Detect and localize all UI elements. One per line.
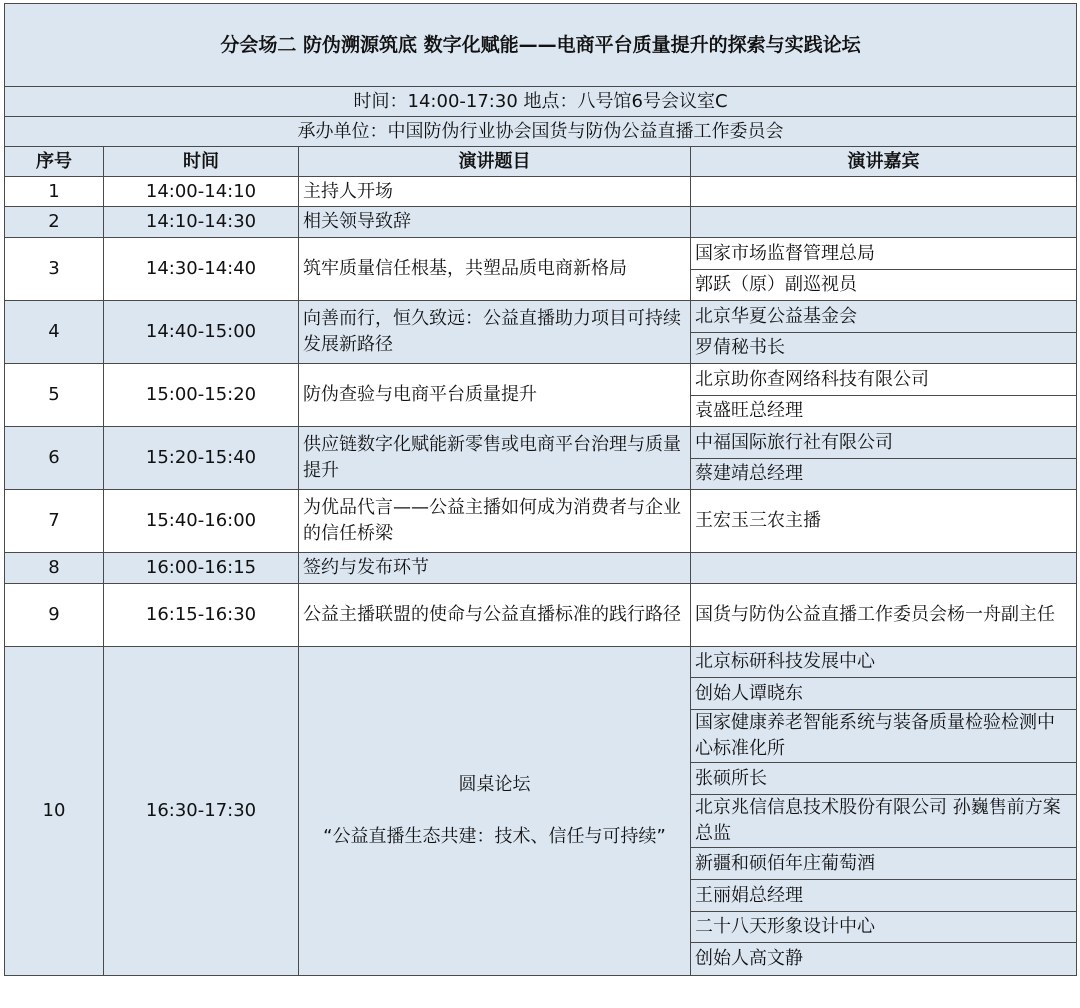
table-row (5, 553, 1077, 584)
row-speaker: 王丽娟总经理 (691, 880, 1077, 912)
row-number: 3 (5, 238, 104, 301)
row-number: 1 (5, 177, 104, 207)
row-topic: 相关领导致辞 (299, 207, 691, 238)
row-speaker: 新疆和硕佰年庄葡萄酒 (691, 848, 1077, 880)
time-place: 时间：14:00-17:30 地点：八号馆6号会议室C (5, 87, 1077, 117)
row-speaker: 国家健康养老智能系统与装备质量检验检测中心标准化所 (691, 710, 1077, 763)
table-row (5, 238, 1077, 270)
organizer: 承办单位：中国防伪行业协会国货与防伪公益直播工作委员会 (5, 117, 1077, 147)
table-row (5, 177, 1077, 207)
row-time: 15:20-15:40 (104, 427, 299, 490)
row-time: 14:30-14:40 (104, 238, 299, 301)
row-time: 15:40-16:00 (104, 490, 299, 553)
row-speaker: 郭跃（原）副巡视员 (691, 270, 1077, 301)
row-time: 14:00-14:10 (104, 177, 299, 207)
row-topic: 防伪查验与电商平台质量提升 (299, 364, 691, 427)
row-topic: 签约与发布环节 (299, 553, 691, 584)
table-row (5, 490, 1077, 553)
row-speaker: 创始人谭晓东 (691, 678, 1077, 710)
row-speaker: 中福国际旅行社有限公司 (691, 427, 1077, 459)
row-topic: 为优品代言——公益主播如何成为消费者与企业的信任桥梁 (299, 490, 691, 553)
table-row (5, 364, 1077, 396)
row-time: 14:10-14:30 (104, 207, 299, 238)
forum-title: 分会场二 防伪溯源筑底 数字化赋能——电商平台质量提升的探索与实践论坛 (5, 4, 1077, 87)
row-speaker (691, 177, 1077, 207)
row-speaker: 王宏玉三农主播 (691, 490, 1077, 553)
roundtable-subtitle: “公益直播生态共建：技术、信任与可持续” (323, 826, 666, 847)
row-speaker: 张硕所长 (691, 763, 1077, 795)
row-speaker: 北京兆信信息技术股份有限公司 孙巍售前方案总监 (691, 795, 1077, 848)
agenda-table-wrapper (4, 3, 1076, 976)
row-speaker: 北京助你查网络科技有限公司 (691, 364, 1077, 396)
row-speaker (691, 553, 1077, 584)
table-row (5, 301, 1077, 333)
agenda-table (4, 3, 1077, 976)
row-topic: 主持人开场 (299, 177, 691, 207)
header-topic: 演讲题目 (299, 147, 691, 177)
row-topic: 供应链数字化赋能新零售或电商平台治理与质量提升 (299, 427, 691, 490)
row-time: 16:30-17:30 (104, 647, 299, 976)
row-speaker: 罗倩秘书长 (691, 333, 1077, 364)
table-row (5, 647, 1077, 678)
row-speaker: 创始人高文静 (691, 943, 1077, 976)
header-time: 时间 (104, 147, 299, 177)
row-speaker: 二十八天形象设计中心 (691, 912, 1077, 943)
row-time: 16:15-16:30 (104, 584, 299, 647)
row-number: 4 (5, 301, 104, 364)
row-number: 2 (5, 207, 104, 238)
row-speaker: 袁盛旺总经理 (691, 396, 1077, 427)
row-number: 8 (5, 553, 104, 584)
row-topic (299, 647, 691, 976)
table-row (5, 427, 1077, 459)
row-number: 6 (5, 427, 104, 490)
row-time: 15:00-15:20 (104, 364, 299, 427)
row-topic: 向善而行，恒久致远：公益直播助力项目可持续发展新路径 (299, 301, 691, 364)
row-time: 16:00-16:15 (104, 553, 299, 584)
row-number: 7 (5, 490, 104, 553)
row-speaker: 国货与防伪公益直播工作委员会杨一舟副主任 (691, 584, 1077, 647)
row-number: 5 (5, 364, 104, 427)
row-number: 10 (5, 647, 104, 976)
row-topic: 筑牢质量信任根基，共塑品质电商新格局 (299, 238, 691, 301)
header-no: 序号 (5, 147, 104, 177)
row-speaker: 北京标研科技发展中心 (691, 647, 1077, 678)
row-number: 9 (5, 584, 104, 647)
agenda-rows (5, 177, 1077, 976)
row-topic: 公益主播联盟的使命与公益直播标准的践行路径 (299, 584, 691, 647)
row-time: 14:40-15:00 (104, 301, 299, 364)
row-speaker: 国家市场监督管理总局 (691, 238, 1077, 270)
row-speaker (691, 207, 1077, 238)
roundtable-title: 圆桌论坛 (458, 774, 531, 795)
row-speaker: 蔡建靖总经理 (691, 459, 1077, 490)
row-speaker: 北京华夏公益基金会 (691, 301, 1077, 333)
header-speaker: 演讲嘉宾 (691, 147, 1077, 177)
table-row (5, 207, 1077, 238)
table-row (5, 584, 1077, 647)
